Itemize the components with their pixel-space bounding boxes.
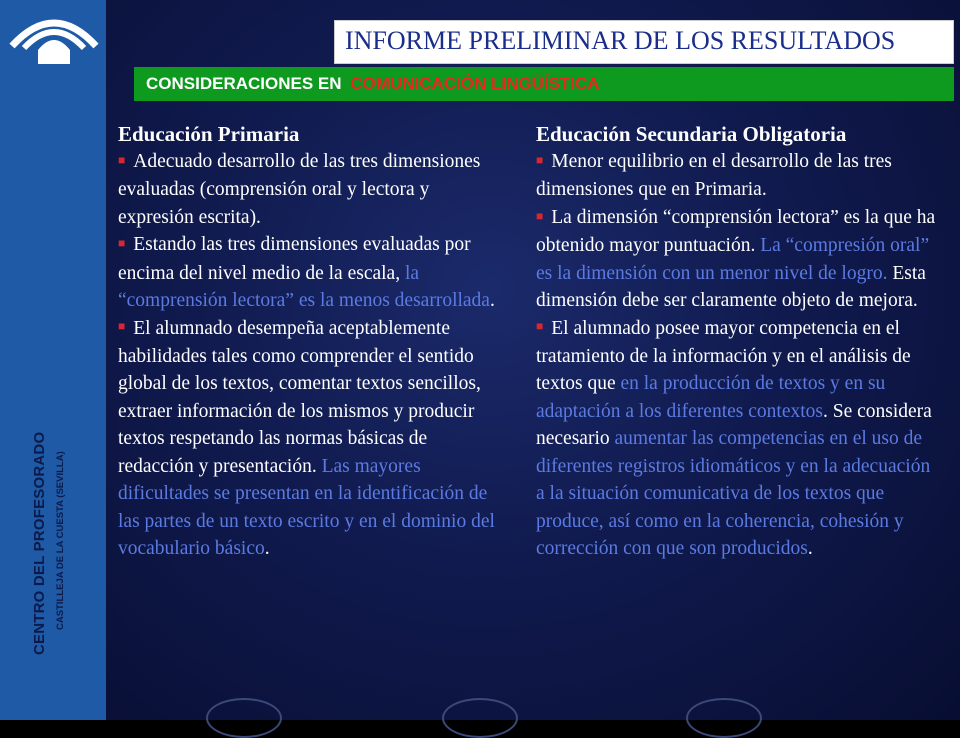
square-bullet-icon: ■ — [536, 319, 544, 334]
page-title-box — [334, 20, 954, 64]
bullet-highlight: Las mayores dificultades se presentan en la identificación de las partes de un texto escrito y en el dominio del vocabulario básico — [118, 455, 495, 560]
primaria-heading: Educación Primaria — [118, 122, 300, 146]
org-name: CENTRO DEL PROFESORADO — [31, 431, 48, 655]
bullet-text: La dimensión “comprensión lectora” es la que ha obtenido mayor puntuación. — [536, 206, 936, 257]
bullet-highlight: La “compresión oral” es la dimensión con un menor nivel de logro. — [536, 235, 930, 284]
square-bullet-icon: ■ — [536, 152, 544, 167]
subtitle-highlight: COMUNICACIÓN LINGÜÍSTICA — [350, 74, 600, 93]
subtitle-banner — [134, 67, 954, 101]
primaria-bullet-2 — [118, 231, 498, 314]
page-title: INFORME PRELIMINAR DE LOS RESULTADOS — [345, 26, 896, 55]
subtitle — [146, 74, 600, 94]
junta-andalucia-logo-icon — [8, 6, 100, 66]
bullet-text: Adecuado desarrollo de las tres dimensiones evaluadas (comprensión oral y lectora y expresión escrita). — [118, 151, 481, 228]
bullet-text: Estando las tres dimensiones evaluadas por encima del nivel medio de la escala, — [118, 234, 471, 284]
bullet-end: Esta dimensión debe ser claramente objeto de mejora. — [536, 262, 926, 312]
primaria-bullet-3 — [118, 315, 498, 563]
bullet-end: . — [807, 538, 813, 560]
bullet-end: . — [264, 538, 270, 560]
decorative-ring — [206, 698, 282, 738]
bullet-text: Menor equilibrio en el desarrollo de las tres dimensiones que en Primaria. — [536, 151, 892, 201]
decorative-ring — [686, 698, 762, 738]
secundaria-heading: Educación Secundaria Obligatoria — [536, 122, 847, 146]
bullet-mid: . Se considera necesario — [536, 400, 932, 450]
secundaria-bullet-3 — [536, 315, 936, 563]
bullet-end: . — [489, 290, 495, 312]
bullet-highlight: la “comprensión lectora” es la menos desarrollada — [118, 262, 490, 312]
bullet-text: El alumnado desempeña aceptablemente habilidades tales como comprender el sentido global de los textos, comentar textos sencillos, extraer información de los mismos y producir textos respetando las normas básicas de redacción y presentación. — [118, 317, 481, 477]
bullet-highlight-2: aumentar las competencias en el uso de diferentes registros idiomáticos y en la adecuación a la situación comunicativa de los textos que produce, así como en la coherencia, cohesión y corrección con que son producidos — [536, 428, 931, 560]
sidebar — [0, 0, 106, 720]
secundaria-column — [536, 120, 936, 563]
square-bullet-icon: ■ — [536, 208, 544, 223]
org-location: CASTILLEJA DE LA CUESTA (SEVILLA) — [55, 451, 66, 630]
primaria-column — [118, 120, 498, 563]
primaria-bullet-1 — [118, 148, 498, 231]
square-bullet-icon: ■ — [118, 236, 126, 251]
square-bullet-icon: ■ — [118, 319, 126, 334]
secundaria-bullet-1 — [536, 148, 936, 204]
square-bullet-icon: ■ — [118, 152, 126, 167]
bullet-highlight: en la producción de textos y en su adaptación a los diferentes contextos — [536, 373, 886, 422]
bullet-text: El alumnado posee mayor competencia en el tratamiento de la información y en el análisis de textos que — [536, 317, 911, 395]
secundaria-bullet-2 — [536, 204, 936, 315]
decorative-ring — [442, 698, 518, 738]
subtitle-prefix: CONSIDERACIONES EN — [146, 74, 347, 93]
